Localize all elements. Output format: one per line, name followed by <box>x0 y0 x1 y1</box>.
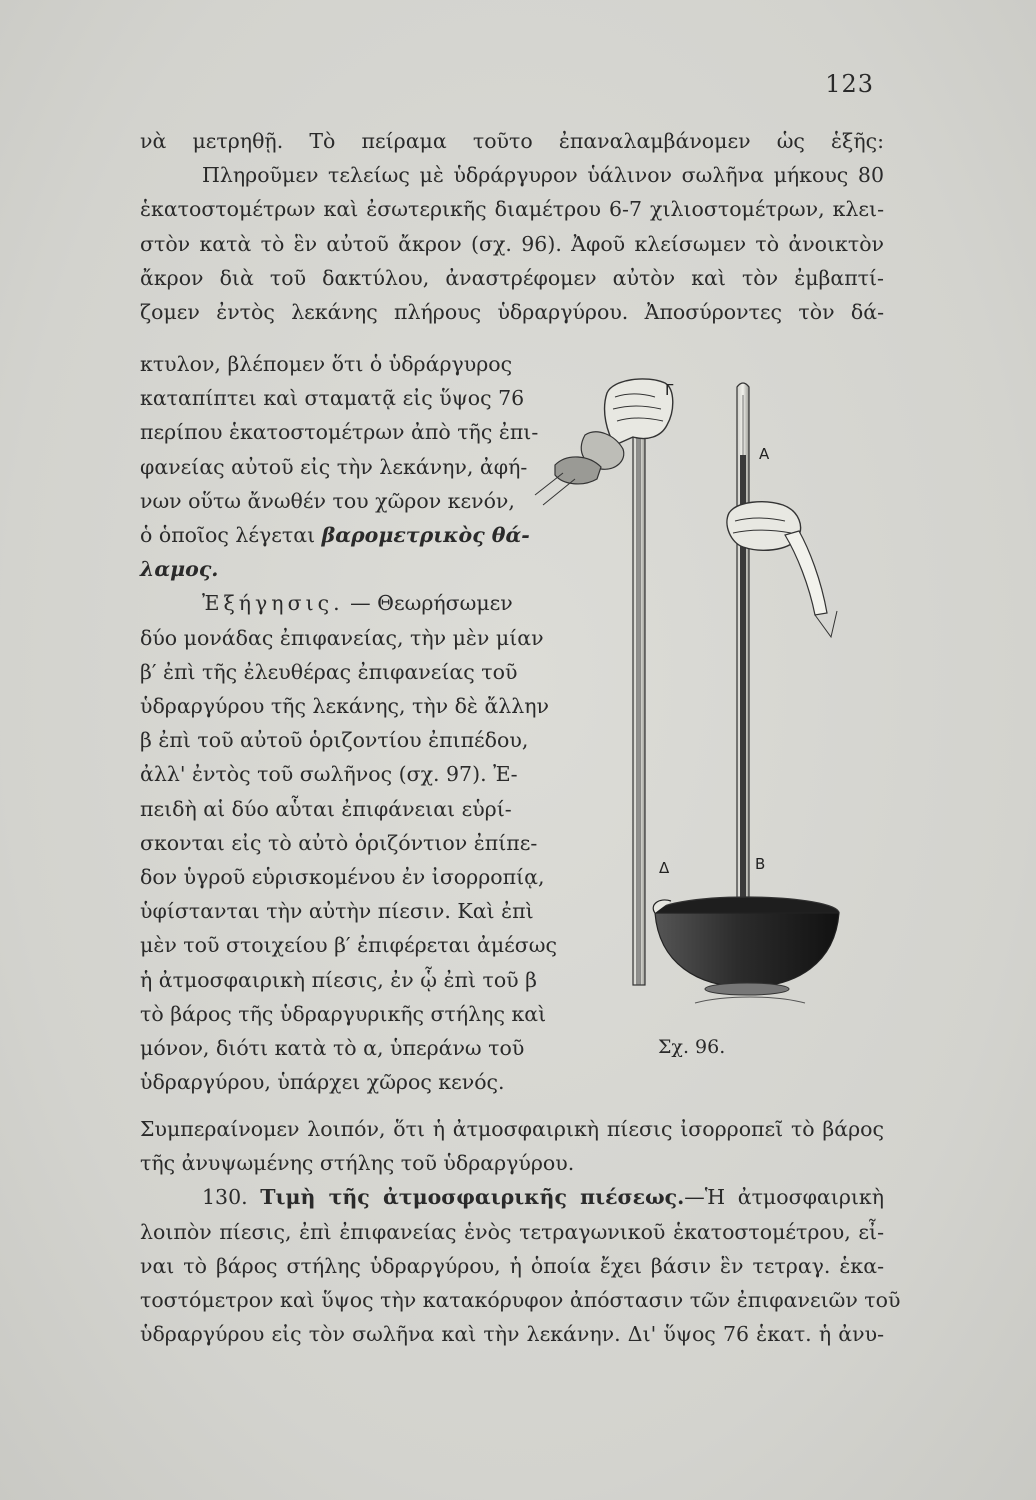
text-line: σκονται εἰς τὸ αὐτὸ ὁριζόντιον ἐπίπε- <box>140 830 538 855</box>
text-line: τὸ βάρος τῆς ὑδραργυρικῆς στήλης καὶ <box>140 1001 547 1026</box>
page-number: 123 <box>825 70 874 98</box>
text-line: ζομεν ἐντὸς λεκάνης πλήρους ὑδραργύρου. Ἀποσύροντες τὸν δά- <box>140 300 884 325</box>
figure-96-torricelli-experiment <box>515 375 855 1025</box>
text-line: ναι τὸ βάρος στήλης ὑδραργύρου, ἡ ὁποία ἔχει βάσιν ἓν τετραγ. ἑκα- <box>140 1253 884 1278</box>
text-line: Πληροῦμεν τελείως μὲ ὑδράργυρον ὑάλινον σωλῆνα μήκους 80 <box>202 163 884 188</box>
text-fragment: ὁ ὁποῖος λέγεται <box>140 523 316 548</box>
text-line: Συμπεραίνομεν λοιπόν, ὅτι ἡ ἀτμοσφαιρικὴ πίεσις ἰσορροπεῖ τὸ βάρος <box>140 1117 884 1141</box>
narrow-column <box>140 347 557 1099</box>
text-line: μὲν τοῦ στοιχείου β′ ἐπιφέρεται ἀμέσως <box>140 933 557 958</box>
text-line: δον ὑγροῦ εὑρισκομένου ἐν ἰσορροπίᾳ, <box>140 865 545 890</box>
text-line: κτυλον, βλέπομεν ὅτι ὁ ὑδράργυρος <box>140 352 513 376</box>
text-line: νων οὕτω ἄνωθέν του χῶρον κενόν, <box>140 488 515 513</box>
intro-paragraph <box>140 124 884 329</box>
text-line: πειδὴ αἱ δύο αὗται ἐπιφάνειαι εὑρί- <box>140 796 512 821</box>
section-number: 130. <box>202 1185 248 1210</box>
text-line: β ἐπὶ τοῦ αὐτοῦ ὁριζοντίου ἐπιπέδου, <box>140 728 529 753</box>
text-line: φανείας αὐτοῦ εἰς τὴν λεκάνην, ἀφή- <box>140 454 528 479</box>
label-beta: Β <box>755 855 766 873</box>
text-line: ἄκρον διὰ τοῦ δακτύλου, ἀναστρέφομεν αὐτὸν καὶ τὸν ἐμβαπτί- <box>140 265 884 290</box>
label-delta: Δ <box>659 859 670 877</box>
text-line: δύο μονάδας ἐπιφανείας, τὴν μὲν μίαν <box>140 625 544 650</box>
text-line: ὑφίστανται τὴν αὐτὴν πίεσιν. Καὶ ἐπὶ <box>140 899 534 924</box>
section-title: Τιμὴ τῆς ἀτμοσφαιρικῆς πιέσεως. <box>260 1185 685 1210</box>
text-line: ὑδραργύρου, ὑπάρχει χῶρος κενός. <box>140 1070 505 1095</box>
explanation-title: Ἐξήγησις. <box>202 591 344 616</box>
text-line: νὰ μετρηθῇ. Τὸ πείραμα τοῦτο ἐπαναλαμβάνομεν ὡς ἑξῆς: <box>140 129 884 153</box>
barometer-illustration <box>515 375 855 1025</box>
text-line: ὑδραργύρου τῆς λεκάνης, τὴν δὲ ἄλλην <box>140 694 550 719</box>
term-barometric-end: λαμος. <box>140 557 219 582</box>
text-line: μόνον, διότι κατὰ τὸ α, ὑπεράνω τοῦ <box>140 1036 525 1061</box>
text-line: ἀλλ' ἐντὸς τοῦ σωλῆνος (σχ. 97). Ἐ- <box>140 762 518 787</box>
mercury-bowl <box>653 897 839 1003</box>
text-line: στὸν κατὰ τὸ ἓν αὐτοῦ ἄκρον (σχ. 96). Ἀφοῦ κλείσωμεν τὸ ἀνοικτὸν <box>140 231 884 256</box>
figure-caption: Σχ. 96. <box>658 1036 726 1058</box>
text-line: τοστόμετρον καὶ ὕψος τὴν κατακόρυφον ἀπόστασιν τῶν ἐπιφανειῶν τοῦ <box>140 1288 901 1313</box>
left-tube <box>633 415 645 985</box>
label-gamma: Γ <box>665 381 674 399</box>
text-line: ἡ ἀτμοσφαιρικὴ πίεσις, ἐν ᾧ ἐπὶ τοῦ β <box>140 967 538 992</box>
left-hand-icon <box>535 379 673 505</box>
term-barometric: βαρομετρικὸς θά- <box>321 523 530 548</box>
section-heading-line <box>140 1180 884 1214</box>
conclusion-and-section-130 <box>140 1112 901 1351</box>
text-line <box>140 586 513 620</box>
right-tube <box>737 383 749 945</box>
text-fragment: — Θεωρήσωμεν <box>350 591 513 616</box>
label-alpha: Α <box>759 445 770 463</box>
text-line: ἑκατοστομέτρων καὶ ἐσωτερικῆς διαμέτρου 6-7 χιλιοστομέτρων, κλει- <box>140 197 884 222</box>
text-line: β′ ἐπὶ τῆς ἐλευθέρας ἐπιφανείας τοῦ <box>140 659 518 684</box>
text-line <box>140 552 496 586</box>
text-line: λοιπὸν πίεσις, ἐπὶ ἐπιφανείας ἑνὸς τετραγωνικοῦ ἑκατοστομέτρου, εἶ- <box>140 1219 884 1244</box>
text-line: ὑδραργύρου εἰς τὸν σωλῆνα καὶ τὴν λεκάνην. Δι' ὕψος 76 ἑκατ. ἡ ἀνυ- <box>140 1322 884 1347</box>
text-line: περίπου ἑκατοστομέτρων ἀπὸ τῆς ἐπι- <box>140 420 539 445</box>
text-line <box>140 518 530 552</box>
text-line: καταπίπτει καὶ σταματᾷ εἰς ὕψος 76 <box>140 386 525 411</box>
text-line: τῆς ἀνυψωμένης στήλης τοῦ ὑδραργύρου. <box>140 1151 575 1176</box>
text-fragment: —Ἡ ἀτμοσφαιρικὴ <box>684 1185 885 1210</box>
